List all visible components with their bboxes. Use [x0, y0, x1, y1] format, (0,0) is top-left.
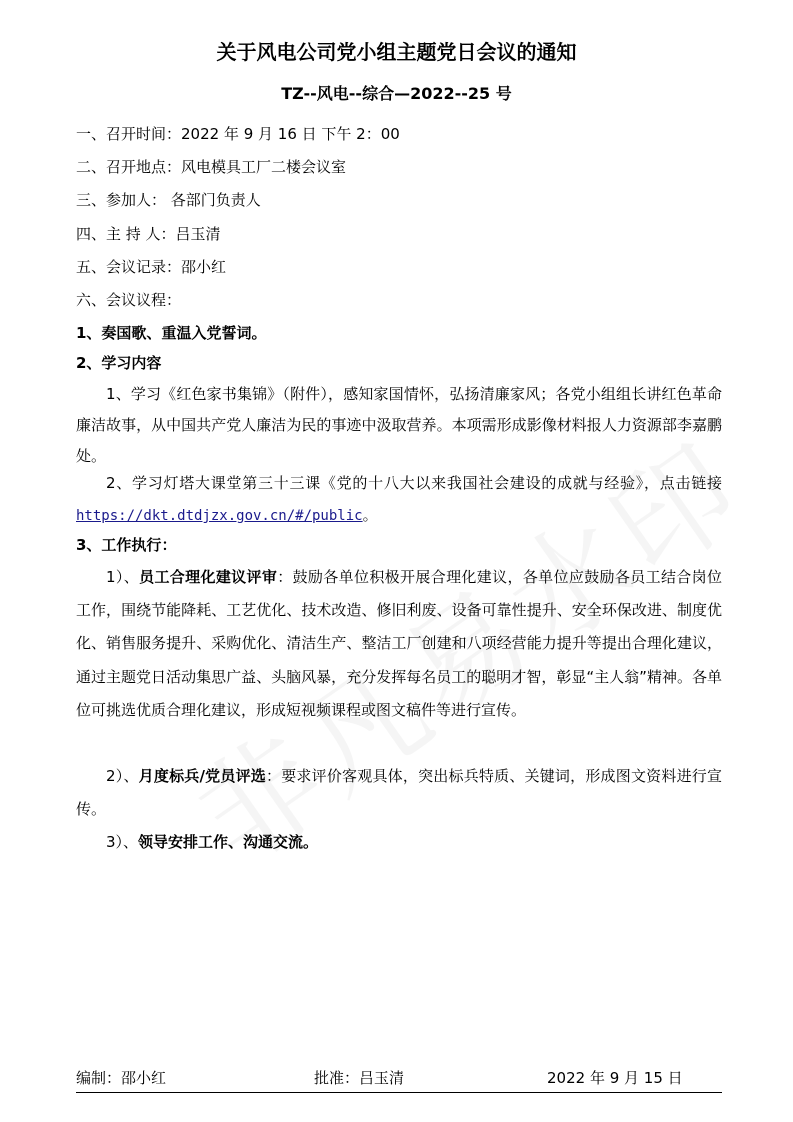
work-item-2-prefix: 2）、 [106, 767, 139, 785]
agenda-section-2: 2、学习内容 [76, 354, 162, 372]
work-item-2-heading: 月度标兵/党员评选 [138, 767, 267, 785]
work-item-3-heading: 领导安排工作、沟通交流。 [138, 833, 319, 851]
work-item-1-text: ：鼓励各单位积极开展合理化建议，各单位应鼓励各员工结合岗位工作，围绕节能降耗、工艺优化、技术改造、修旧利废、设备可靠性提升、安全环保改进、制度优化、销售服务提升、采购优化、清洁生产、整洁工厂创建和八项经营能力提升等提出合理化建议，通过主题党日活动集思广益、头脑风暴，充分发挥每名员工的聪明才智，彰显“主人翁”精神。各单位可挑选优质合理化建议，形成短视频课程或图文稿件等进行宣传。 [76, 568, 722, 719]
study-item-2-end: 。 [362, 506, 378, 524]
document-number: TZ--风电--综合—2022--25 号 [281, 84, 512, 103]
document-title: 关于风电公司党小组主题党日会议的通知 [216, 40, 577, 64]
footer-approver: 批准：吕玉清 [314, 1069, 405, 1087]
work-item-3-prefix: 3）、 [106, 833, 139, 851]
study-item-2 [76, 467, 722, 532]
work-item-1-heading: 员工合理化建议评审 [139, 568, 278, 586]
work-item-3 [76, 826, 722, 859]
footer-divider [76, 1092, 722, 1093]
meeting-agenda-heading: 六、会议议程： [76, 291, 182, 309]
work-item-2 [76, 760, 722, 826]
work-item-2-text: ：要求评价客观具体，突出标兵特质、关键词，形成图文资料进行宣传。 [76, 767, 722, 819]
work-item-1 [76, 561, 722, 727]
agenda-section-3: 3、工作执行： [76, 536, 177, 554]
agenda-section-1: 1、奏国歌、重温入党誓词。 [76, 324, 267, 342]
meeting-recorder: 五、会议记录：邵小红 [76, 258, 227, 276]
study-link[interactable]: https://dkt.dtdjzx.gov.cn/#/public [76, 508, 363, 524]
study-item-1: 1、学习《红色家书集锦》（附件），感知家国情怀，弘扬清廉家风；各党小组组长讲红色革命廉洁故事，从中国共产党人廉洁为民的事迹中汲取营养。本项需形成影像材料报人力资源部李嘉鹏处。 [76, 385, 722, 465]
footer-date: 2022 年 9 月 15 日 [547, 1069, 683, 1087]
work-item-1-prefix: 1）、 [106, 568, 140, 586]
meeting-location: 二、召开地点：风电模具工厂二楼会议室 [76, 158, 347, 176]
study-item-2-text: 2、学习灯塔大课堂第三十三课《党的十八大以来我国社会建设的成就与经验》，点击链接 [106, 474, 722, 492]
meeting-participants: 三、参加人： 各部门负责人 [76, 191, 261, 209]
meeting-time: 一、召开时间：2022 年 9 月 16 日 下午 2：00 [76, 125, 400, 143]
meeting-host: 四、主 持 人：吕玉清 [76, 225, 221, 243]
footer-editor: 编制：邵小红 [76, 1069, 167, 1087]
